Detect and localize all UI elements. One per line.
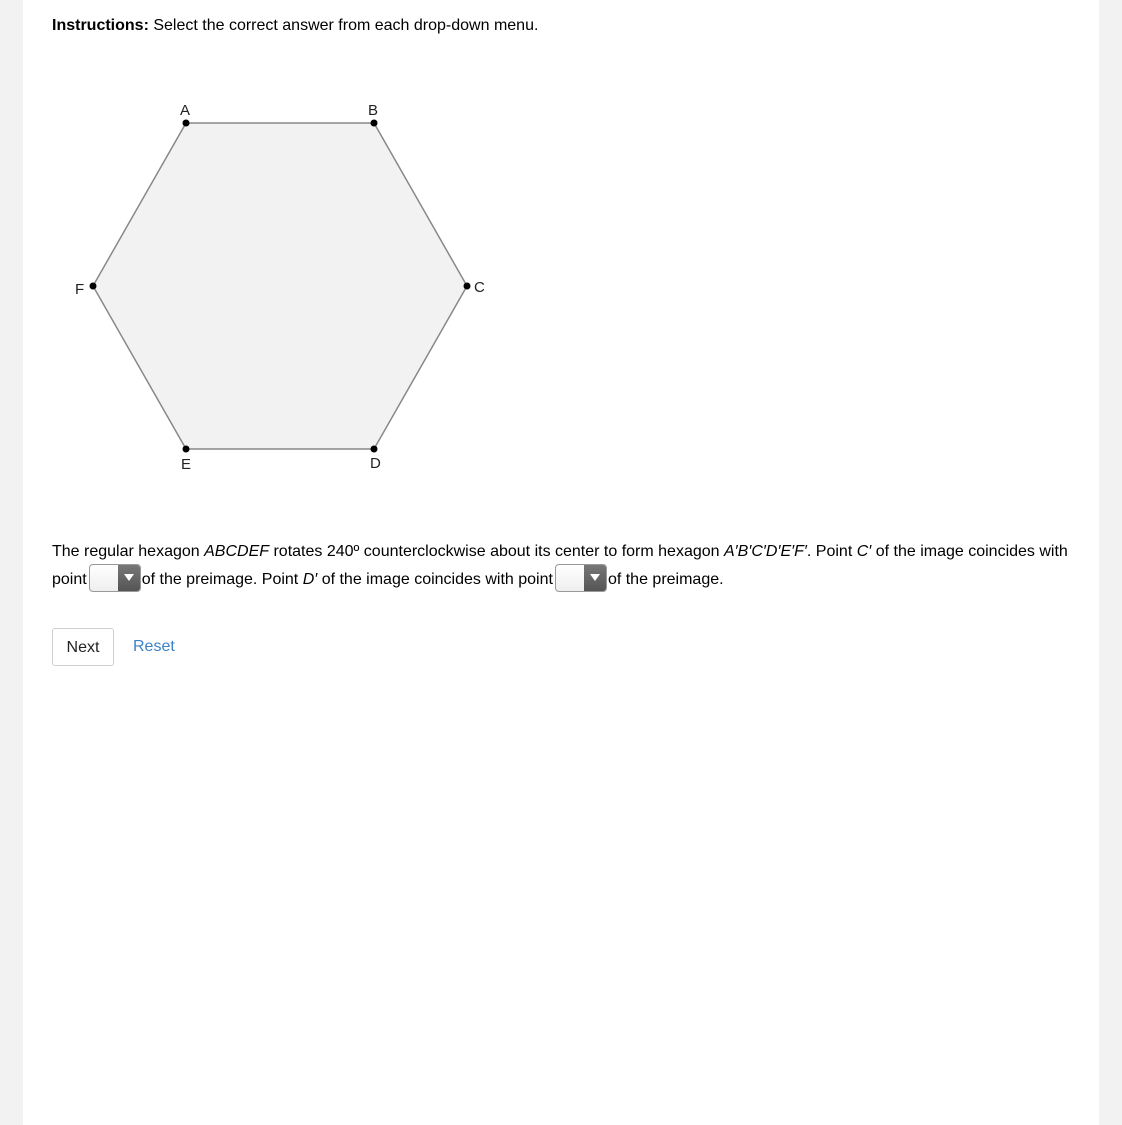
question-part: rotates 240º counterclockwise about its center to form hexagon <box>269 543 724 560</box>
hexagon-shape <box>93 123 467 449</box>
question-part: The regular hexagon <box>52 543 205 560</box>
vertex-point-f <box>90 283 97 290</box>
question-point-d-prime: D′ <box>302 571 318 588</box>
vertex-point-e <box>183 446 190 453</box>
vertex-point-a <box>183 120 190 127</box>
question-part: of the preimage. <box>607 571 724 588</box>
vertex-label-b: B <box>368 102 379 119</box>
vertex-point-c <box>464 283 471 290</box>
vertex-label-e: E <box>181 456 192 473</box>
question-point-c-prime: C′ <box>856 543 872 560</box>
question-part: of the image coincides with point <box>317 571 553 588</box>
action-buttons <box>52 628 175 666</box>
question-part: . Point <box>806 543 857 560</box>
dropdown-1-arrow[interactable] <box>118 565 140 591</box>
question-hexagon-name: ABCDEF <box>204 543 270 560</box>
vertex-point-d <box>371 446 378 453</box>
answer-dropdown-1[interactable] <box>89 564 141 592</box>
vertex-label-d: D <box>370 455 381 472</box>
hexagon-figure <box>23 0 1099 500</box>
vertex-point-b <box>371 120 378 127</box>
question-image-name: A′B′C′D′E′F′ <box>724 543 807 560</box>
vertex-label-f: F <box>75 281 85 298</box>
instructions-text: Select the correct answer from each drop-down menu. <box>148 17 539 34</box>
instructions-label: Instructions: <box>52 17 149 34</box>
vertex-label-a: A <box>180 102 191 119</box>
vertex-label-c: C <box>474 279 485 296</box>
caret-down-icon <box>590 574 600 581</box>
question-part: of the image coincides with point <box>52 543 1068 588</box>
hexagon-diagram <box>23 0 1099 500</box>
caret-down-icon <box>124 574 134 581</box>
reset-link[interactable]: Reset <box>133 638 175 655</box>
dropdown-2-arrow[interactable] <box>584 565 606 591</box>
answer-dropdown-2[interactable] <box>555 564 607 592</box>
question-panel <box>23 0 1099 1125</box>
next-button[interactable]: Next <box>52 628 114 666</box>
question-text <box>52 538 1092 594</box>
question-part: of the preimage. Point <box>141 571 303 588</box>
